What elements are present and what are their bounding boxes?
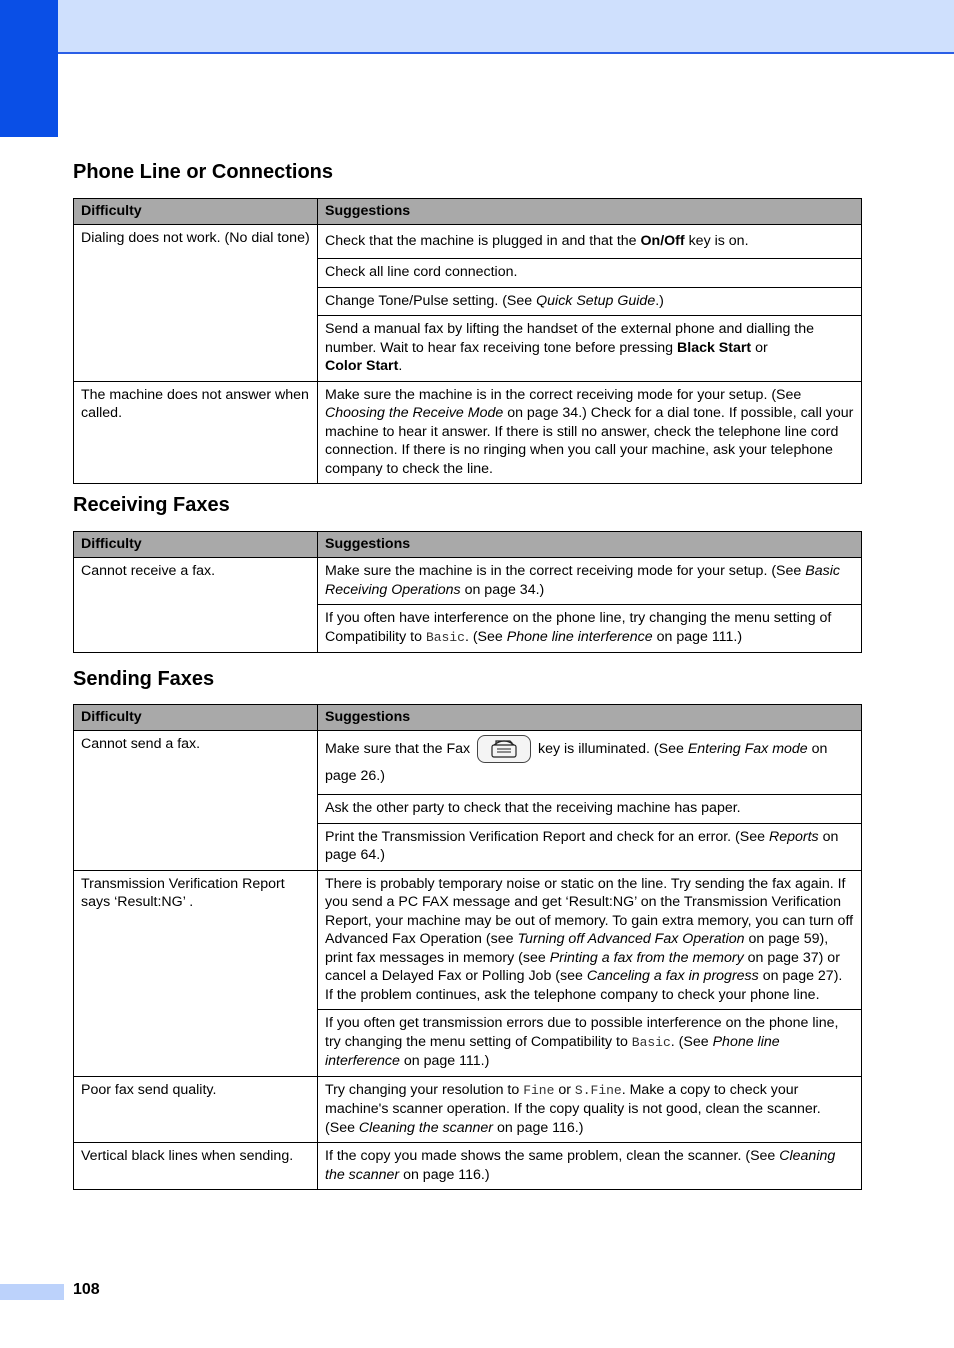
- table-row: [74, 731, 862, 795]
- difficulty-header: Difficulty: [74, 199, 318, 225]
- suggestion-cell: Make sure the machine is in the correct receiving mode for your setup. (See Basic Receiving Operations on page 34.): [318, 558, 862, 605]
- difficulty-cell: Vertical black lines when sending.: [74, 1143, 318, 1190]
- page-number: 108: [73, 1281, 100, 1298]
- suggestion-cell: Send a manual fax by lifting the handset of the external phone and dialling the number. Wait to hear fax receiving tone before pressing Black Start or Color Start.: [318, 316, 862, 382]
- table-header-row: [74, 532, 862, 558]
- table-row: [74, 381, 862, 484]
- difficulty-header: Difficulty: [74, 705, 318, 731]
- table-header-row: [74, 199, 862, 225]
- fax-key-icon: [477, 735, 531, 763]
- suggestion-cell: Ask the other party to check that the receiving machine has paper.: [318, 795, 862, 824]
- difficulty-cell: Dialing does not work. (No dial tone): [74, 225, 318, 382]
- suggestion-cell: If you often have interference on the phone line, try changing the menu setting of Compatibility to Basic. (See Phone line interference on page 111.): [318, 605, 862, 653]
- suggestion-cell: Make sure that the Fax key is illuminated. (See Entering Fax mode on page 26.): [318, 731, 862, 795]
- table-row: [74, 870, 862, 1010]
- difficulty-header: Difficulty: [74, 532, 318, 558]
- footer-bar: [0, 1284, 64, 1300]
- suggestion-cell: If you often get transmission errors due to possible interference on the phone line, try changing the menu setting of Compatibility to Basic. (See Phone line interference on page 111.): [318, 1010, 862, 1077]
- suggestions-header: Suggestions: [318, 532, 862, 558]
- suggestion-cell: Check that the machine is plugged in and that the On/Off key is on.: [318, 225, 862, 259]
- table-row: [74, 1143, 862, 1190]
- table-row: [74, 1076, 862, 1143]
- section-title-phone: Phone Line or Connections: [73, 161, 334, 183]
- suggestion-cell: Make sure the machine is in the correct receiving mode for your setup. (See Choosing the Receive Mode on page 34.) Check for a dial tone. If possible, call your machine to hear it answer. If there is still no answer, check the telephone line cord connection. If there is no ringing when you call your machine, ask your telephone company to check the line.: [318, 381, 862, 484]
- sending-table: [73, 704, 862, 1190]
- difficulty-cell: Poor fax send quality.: [74, 1076, 318, 1143]
- difficulty-cell: Cannot receive a fax.: [74, 558, 318, 653]
- suggestion-cell: If the copy you made shows the same problem, clean the scanner. (See Cleaning the scanner on page 116.): [318, 1143, 862, 1190]
- suggestion-cell: There is probably temporary noise or static on the line. Try sending the fax again. If you send a PC FAX message and get ‘Result:NG’ on the Transmission Verification Report, your machine may be out of memory. To gain extra memory, you can turn off Advanced Fax Operation (see Turning off Advanced Fax Operation on page 59), print fax messages in memory (see Printing a fax from the memory on page 37) or cancel a Delayed Fax or Polling Job (see Canceling a fax in progress on page 27). If the problem continues, ask the telephone company to check your phone line.: [318, 870, 862, 1010]
- receiving-table: [73, 531, 862, 653]
- suggestion-cell: Print the Transmission Verification Report and check for an error. (See Reports on page 64.): [318, 823, 862, 870]
- table-row: [74, 558, 862, 605]
- suggestions-header: Suggestions: [318, 199, 862, 225]
- section-title-sending: Sending Faxes: [73, 668, 215, 690]
- difficulty-cell: Cannot send a fax.: [74, 731, 318, 871]
- table-row: [74, 225, 862, 259]
- header-band: [0, 0, 954, 54]
- table-header-row: [74, 705, 862, 731]
- difficulty-cell: Transmission Verification Report says ‘Result:NG’ .: [74, 870, 318, 1076]
- suggestion-cell: Try changing your resolution to Fine or S.Fine. Make a copy to check your machine's scanner operation. If the copy quality is not good, clean the scanner. (See Cleaning the scanner on page 116.): [318, 1076, 862, 1143]
- suggestion-cell: Check all line cord connection.: [318, 259, 862, 288]
- chapter-tab: [0, 0, 58, 137]
- section-title-receiving: Receiving Faxes: [73, 494, 230, 516]
- difficulty-cell: The machine does not answer when called.: [74, 381, 318, 484]
- phone-table: [73, 198, 862, 484]
- suggestion-cell: Change Tone/Pulse setting. (See Quick Setup Guide.): [318, 287, 862, 316]
- suggestions-header: Suggestions: [318, 705, 862, 731]
